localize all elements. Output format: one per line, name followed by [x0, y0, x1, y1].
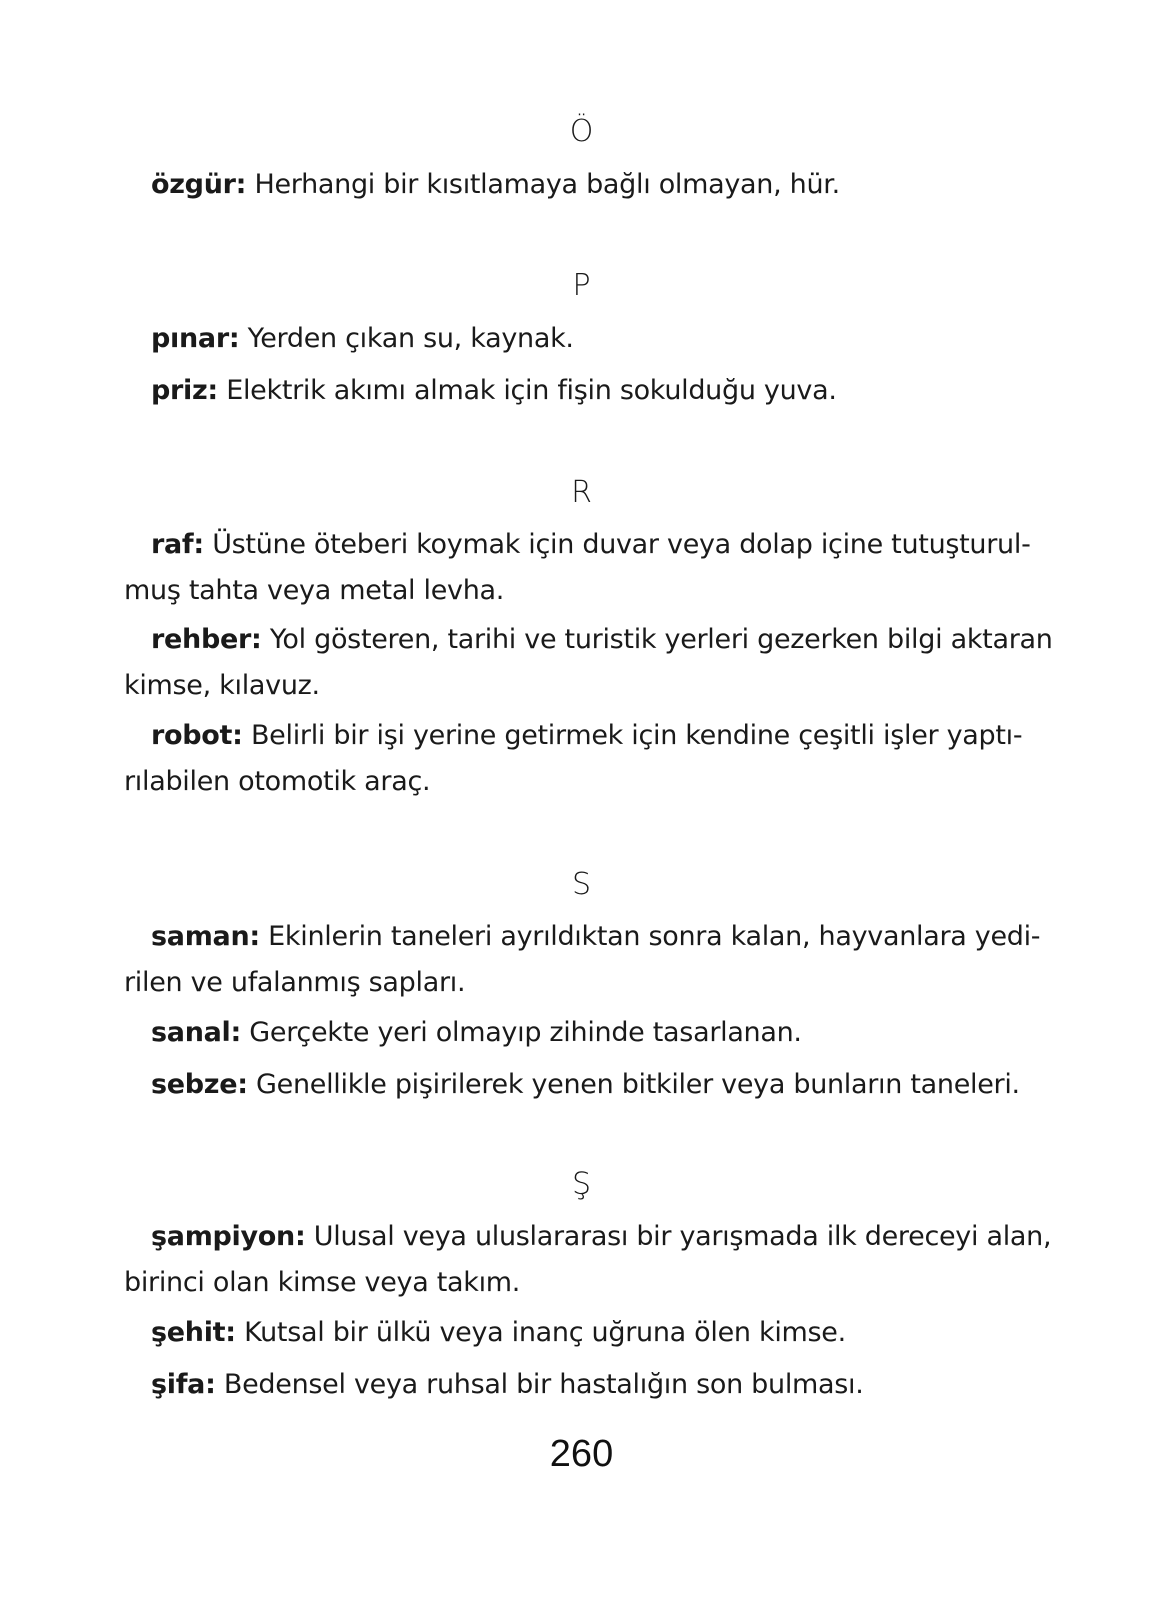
entry-term: şampiyon: — [151, 1221, 306, 1252]
section-letter-s-cedilla: Ş — [571, 1167, 592, 1202]
glossary-entry — [151, 1220, 1052, 1254]
entry-definition: Ekinlerin taneleri ayrıldıktan sonra kalan, hayvanlara yedi- — [268, 921, 1041, 952]
glossary-entry — [151, 1368, 864, 1402]
entry-term: raf: — [151, 529, 204, 560]
glossary-entry — [151, 920, 1041, 954]
entry-definition: Üstüne öteberi koymak için duvar veya dolap içine tutuşturul- — [212, 529, 1031, 560]
glossary-entry — [151, 322, 574, 356]
entry-definition: Kutsal bir ülkü veya inanç uğruna ölen kimse. — [244, 1317, 846, 1348]
section-letter-o-umlaut: Ö — [569, 114, 594, 149]
entry-definition: Gerçekte yeri olmayıp zihinde tasarlanan. — [249, 1017, 802, 1048]
glossary-entry — [151, 1016, 802, 1050]
entry-term: özgür: — [151, 169, 247, 200]
entry-term: şifa: — [151, 1369, 216, 1400]
entry-definition-continuation: kimse, kılavuz. — [124, 670, 320, 701]
glossary-entry — [151, 1316, 846, 1350]
entry-definition: Elektrik akımı almak için fişin sokulduğu yuva. — [226, 375, 837, 406]
page-number: 260 — [549, 1433, 614, 1475]
entry-term: sanal: — [151, 1017, 241, 1048]
entry-term: robot: — [151, 720, 243, 751]
glossary-entry — [151, 528, 1031, 562]
entry-term: rehber: — [151, 624, 262, 655]
glossary-entry — [151, 374, 837, 408]
entry-definition-continuation: muş tahta veya metal levha. — [124, 575, 505, 606]
glossary-entry — [151, 719, 1023, 753]
entry-definition: Yol gösteren, tarihi ve turistik yerleri gezerken bilgi aktaran — [269, 624, 1053, 655]
entry-definition: Yerden çıkan su, kaynak. — [247, 323, 574, 354]
entry-term: priz: — [151, 375, 218, 406]
entry-definition-continuation: rılabilen otomotik araç. — [124, 766, 431, 797]
glossary-entry — [151, 1068, 1020, 1102]
entry-definition: Bedensel veya ruhsal bir hastalığın son bulması. — [223, 1369, 864, 1400]
entry-definition: Belirli bir işi yerine getirmek için kendine çeşitli işler yaptı- — [250, 720, 1023, 751]
section-letter-r: R — [571, 475, 592, 510]
entry-term: şehit: — [151, 1317, 236, 1348]
entry-term: saman: — [151, 921, 260, 952]
section-letter-p: P — [572, 268, 591, 303]
entry-definition: Herhangi bir kısıtlamaya bağlı olmayan, hür. — [254, 169, 840, 200]
glossary-entry — [151, 623, 1053, 657]
glossary-entry — [151, 168, 840, 202]
entry-term: pınar: — [151, 323, 240, 354]
section-letter-s: S — [571, 867, 592, 902]
entry-definition-continuation: rilen ve ufalanmış sapları. — [124, 967, 466, 998]
entry-definition: Genellikle pişirilerek yenen bitkiler veya bunların taneleri. — [256, 1069, 1020, 1100]
entry-definition: Ulusal veya uluslararası bir yarışmada ilk dereceyi alan, — [313, 1221, 1052, 1252]
entry-term: sebze: — [151, 1069, 248, 1100]
entry-definition-continuation: birinci olan kimse veya takım. — [124, 1267, 521, 1298]
